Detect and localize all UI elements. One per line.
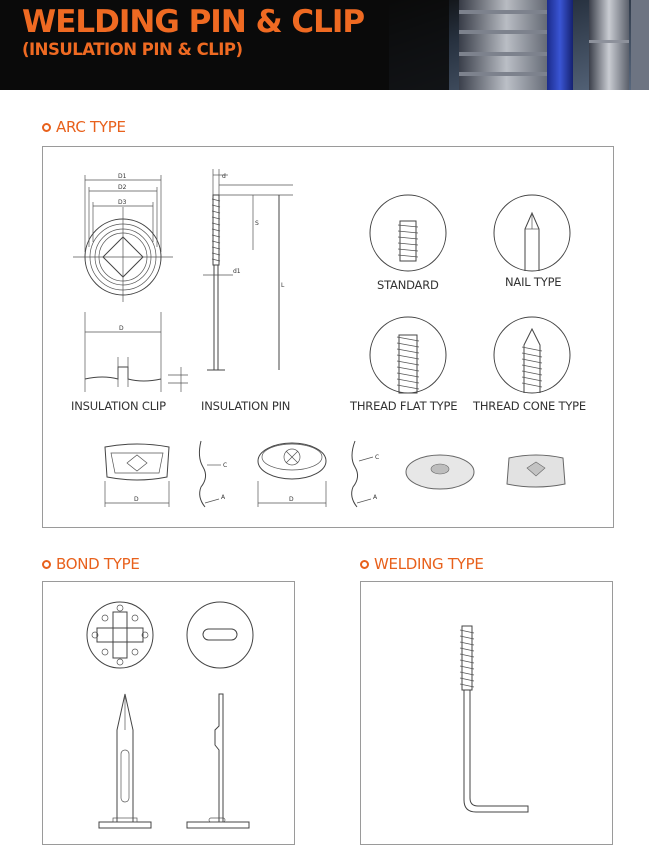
dim-round-a-label: A (373, 494, 378, 501)
square-clip-profile (191, 437, 236, 512)
bullet-icon (42, 123, 51, 132)
arc-type-heading: ARC TYPE (42, 118, 126, 136)
thread-cone-icon (492, 315, 572, 395)
insulation-pin-label: INSULATION PIN (201, 399, 291, 413)
bond-base-front-drawing (85, 600, 155, 670)
insulation-pin-drawing (193, 165, 303, 380)
insulation-clip-drawing (63, 167, 203, 397)
nail-type-label: NAIL TYPE (505, 275, 562, 289)
bullet-icon (360, 560, 369, 569)
dim-pin-l-label: L (281, 282, 285, 289)
bond-base-back-drawing (185, 600, 255, 670)
dim-d2-label: D2 (118, 184, 127, 191)
round-clip-profile (343, 437, 388, 512)
page-subtitle: (INSULATION PIN & CLIP) (22, 40, 243, 59)
bond-type-panel (42, 581, 295, 845)
square-clip-photo (505, 452, 567, 494)
dim-pin-d-label: d (222, 173, 226, 180)
welding-type-panel (360, 581, 613, 845)
thread-cone-label: THREAD CONE TYPE (473, 399, 586, 413)
bullet-icon (42, 560, 51, 569)
dim-square-d-label: D (134, 496, 139, 503)
square-clip-drawing (97, 437, 177, 512)
standard-label: STANDARD (377, 278, 439, 292)
thread-flat-icon (368, 315, 448, 395)
page-title: WELDING PIN & CLIP (22, 4, 365, 40)
bond-pin-front-drawing (95, 690, 155, 835)
nail-type-icon (492, 193, 572, 273)
dim-round-d-label: D (289, 496, 294, 503)
dim-d3-label: D3 (118, 199, 127, 206)
welding-l-pin-drawing (456, 620, 536, 820)
bond-type-heading: BOND TYPE (42, 555, 140, 573)
dim-square-c-label: C (223, 462, 228, 469)
dim-pin-s-label: S (255, 220, 259, 227)
welding-type-heading: WELDING TYPE (360, 555, 484, 573)
dim-d-label: D (119, 325, 124, 332)
dim-square-a-label: A (221, 494, 226, 501)
dim-d1-label: D1 (118, 173, 127, 180)
round-clip-drawing (255, 437, 330, 512)
bond-pin-side-drawing (183, 690, 253, 835)
header-banner (0, 0, 649, 90)
round-clip-photo (405, 452, 475, 492)
standard-pin-icon (368, 193, 448, 273)
arc-type-panel (42, 146, 614, 528)
industrial-chimney-photo (389, 0, 649, 90)
insulation-clip-label: INSULATION CLIP (71, 399, 166, 413)
thread-flat-label: THREAD FLAT TYPE (350, 399, 458, 413)
dim-pin-d1-label: d1 (233, 268, 241, 275)
dim-round-c-label: C (375, 454, 380, 461)
